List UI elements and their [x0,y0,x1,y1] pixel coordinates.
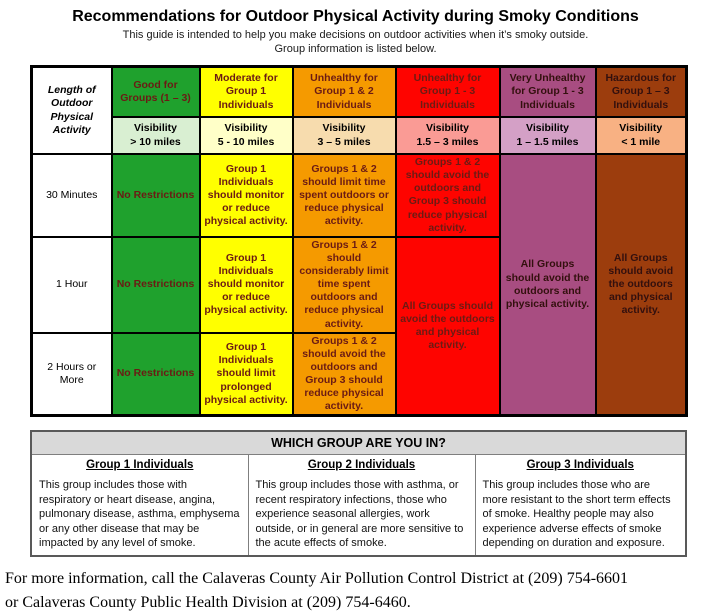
cell-merged-hazardous: All Groups should avoid the outdoors and physical activity. [596,154,687,416]
visibility-cell-moderate [200,117,293,154]
group-1-cell [31,455,248,556]
visibility-cell-hazardous [596,117,687,154]
visibility-label: Visibility [426,122,469,135]
visibility-label: Visibility [224,122,268,135]
page-subtitle-2: Group information is listed below. [274,43,437,55]
footer-line-2: or Calaveras County Public Health Division at (209) 754-6460. [5,593,411,611]
visibility-range: < 1 mile [621,135,661,148]
group-3-title: Group 3 Individuals [526,459,634,472]
cell-1hr-good: No Restrictions [112,237,200,333]
group-1-description: This group includes those with respiratory or heart disease, angina, pulmonary disease, asthma, emphysema or any other disease that may be impacted by any level of smoke. [39,479,240,550]
column-header-moderate: Moderate for Group 1 Individuals [200,67,293,118]
visibility-range: 5 - 10 miles [217,135,275,148]
cell-merged-unhealthy-1-3: All Groups should avoid the outdoors and physical activity. [396,237,500,416]
groups-header-row [31,431,686,455]
group-1-title: Group 1 Individuals [86,459,194,472]
header-row-categories [32,67,687,118]
cell-30min-unhealthy-1-3: Groups 1 & 2 should avoid the outdoors and Group 3 should reduce physical activity. [396,154,500,237]
row-30-minutes [32,154,687,237]
footer-contact-info [5,567,711,615]
cell-2hr-moderate: Group 1 Individuals should limit prolonged physical activity. [200,333,293,416]
visibility-cell-very-unhealthy [500,117,596,154]
header-row-visibility [32,117,687,154]
visibility-label: Visibility [134,122,177,135]
column-header-unhealthy-group-1-3: Unhealthy for Group 1 - 3 Individuals [396,67,500,118]
visibility-label: Visibility [619,122,663,135]
column-header-hazardous: Hazardous for Group 1 – 3 Individuals [596,67,687,118]
column-header-good: Good for Groups (1 – 3) [112,67,200,118]
group-2-description: This group includes those with asthma, or recent respiratory infections, those who experience seasonal allergies, work outside, or in general are more sensitive to the acute effects of smoke. [255,479,464,550]
page-header [0,0,711,55]
row-label-2-hours: 2 Hours or More [32,333,112,416]
visibility-range: 1 – 1.5 miles [516,135,579,148]
cell-30min-unhealthy-1-2: Groups 1 & 2 should limit time spent outdoors or reduce physical activity. [293,154,396,237]
cell-1hr-moderate: Group 1 Individuals should monitor or reduce physical activity. [200,237,293,333]
visibility-label: Visibility [322,122,366,135]
group-3-cell [475,455,686,556]
group-3-description: This group includes those who are more resistant to the short term effects of smoke. Healthy people may also experience adverse effects of smoke depending on duration and exposure. [482,479,671,550]
visibility-range: > 10 miles [130,135,181,148]
row-label-1-hour: 1 Hour [32,237,112,333]
cell-2hr-good: No Restrictions [112,333,200,416]
cell-30min-good: No Restrictions [112,154,200,237]
visibility-cell-unhealthy-1-3 [396,117,500,154]
column-header-unhealthy-group-1-2: Unhealthy for Group 1 & 2 Individuals [293,67,396,118]
group-2-cell [248,455,475,556]
visibility-range: 1.5 – 3 miles [416,135,479,148]
row-label-30-minutes: 30 Minutes [32,154,112,237]
cell-merged-very-unhealthy: All Groups should avoid the outdoors and physical activity. [500,154,596,416]
visibility-label: Visibility [526,122,569,135]
groups-table-title: WHICH GROUP ARE YOU IN? [31,431,686,455]
group-definitions-table [30,430,687,557]
cell-1hr-unhealthy-1-2: Groups 1 & 2 should considerably limit time spent outdoors and reduce physical activity. [293,237,396,333]
visibility-cell-good [112,117,200,154]
page-subtitle-1: This guide is intended to help you make decisions on outdoor activities when it’s smoky outside. [122,29,589,41]
activity-recommendations-table [30,65,688,417]
cell-30min-moderate: Group 1 Individuals should monitor or reduce physical activity. [200,154,293,237]
footer-line-1: For more information, call the Calaveras County Air Pollution Control District at (209) 754-6601 [5,569,629,587]
visibility-cell-unhealthy-1-2 [293,117,396,154]
group-2-title: Group 2 Individuals [307,459,416,472]
corner-header-length-of-activity: Length of Outdoor Physical Activity [32,67,112,155]
visibility-range: 3 – 5 miles [317,135,371,148]
groups-body-row [31,455,686,556]
cell-2hr-unhealthy-1-2: Groups 1 & 2 should avoid the outdoors and Group 3 should reduce physical activity. [293,333,396,416]
column-header-very-unhealthy: Very Unhealthy for Group 1 - 3 Individuals [500,67,596,118]
page-title: Recommendations for Outdoor Physical Activity during Smoky Conditions [72,8,639,25]
